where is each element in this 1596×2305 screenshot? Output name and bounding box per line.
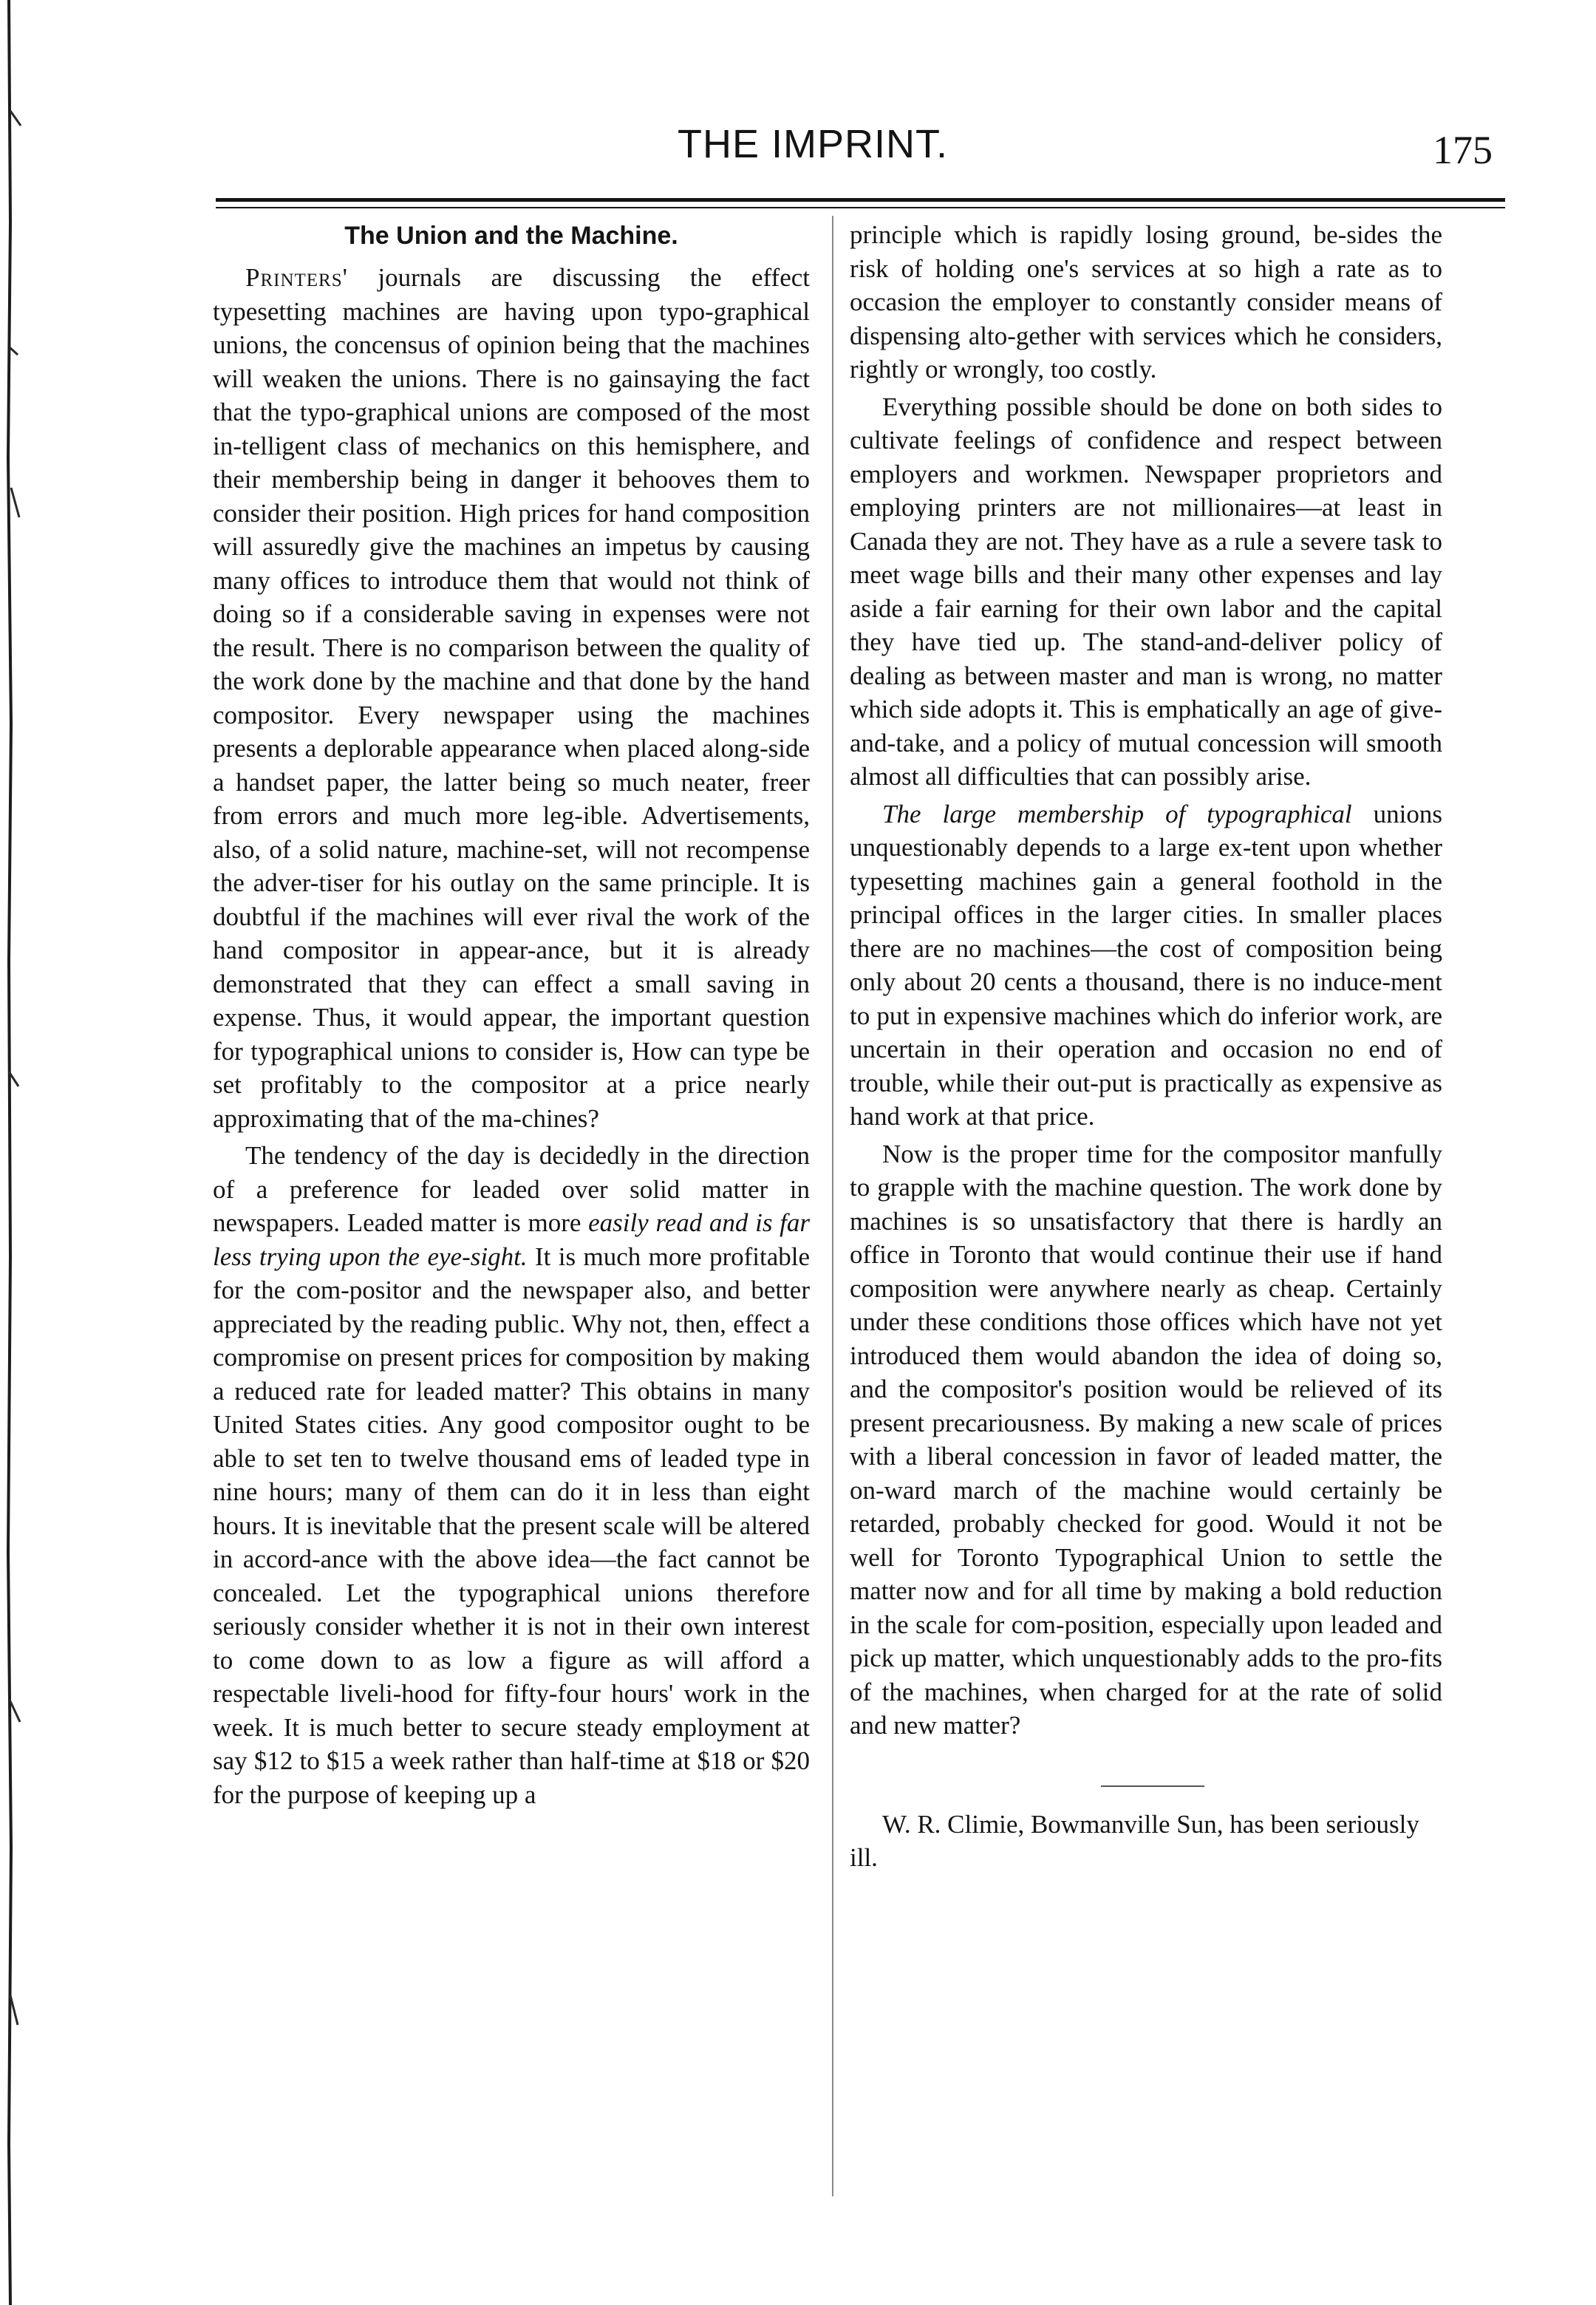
italic-phrase: The large membership of typographical [882, 799, 1352, 828]
paragraph: principle which is rapidly losing ground, be-sides the risk of holding one's services at so high a rate as to occasion the employer to constantly consider means of dispensing alto-gether with services which he considers, rightly or wrongly, too costly. [850, 220, 1442, 384]
paragraph-text: unions unquestionably depends to a large ex-tent upon whether typesetting machines gain a general foothold in the principal offices in the larger cities. In smaller places there are no machines—the cost of composition being only about 20 cents a thousand, there is no induce-ment to put in expensive machines which do inferior work, are uncertain in their operation and occasion no end of trouble, while their out-put is practically as expensive as hand work at that price. [850, 799, 1442, 1131]
paragraph-lead: Printers' [245, 263, 348, 292]
left-column [213, 218, 810, 1811]
header-rule-thin [216, 207, 1505, 208]
italic-phrase: easily read and is far less trying upon the eye-sight. [213, 1208, 810, 1271]
paragraph [850, 797, 1442, 1134]
right-column [850, 218, 1442, 1875]
header-rule-thick [216, 198, 1505, 202]
paragraph-text: The tendency of the day is decidedly in the direction of a preference for leaded over solid matter in newspapers. Leaded matter is more [213, 1141, 810, 1237]
paragraph [213, 1139, 810, 1811]
page-number: 175 [1433, 128, 1493, 172]
page-binding-edge [0, 0, 25, 2305]
article-title: The Union and the Machine. [344, 222, 678, 250]
personal-note: W. R. Climie, Bowmanville Sun, has been seriously ill. [850, 1809, 1419, 1872]
paragraph-text: It is much more profitable for the com-positor and the newspaper also, and better appreciated by the reading public. Why not, then, effect a compromise on present prices for composition by making a reduced rate for leaded matter? This obtains in many United States cities. Any good compositor ought to be able to set ten to twelve thousand ems of leaded type in nine hours; many of them can do it in less than eight hours. It is inevitable that the present scale will be altered in accord-ance with the above idea—the fact cannot be concealed. Let the typographical unions therefore seriously consider whether it is not in their own interest to come down to as low a figure as will afford a respectable liveli-hood for fifty-four hours' work in the week. It is much better to secure steady employment at say $12 to $15 a week rather than half-time at $18 or $20 for the purpose of keeping up a [213, 1242, 810, 1809]
section-separator [1101, 1785, 1204, 1787]
paragraph [213, 261, 810, 1135]
paragraph: Everything possible should be done on both sides to cultivate feelings of confidence and respect between employers and workmen. Newspaper proprietors and employing printers are not millionaires—at least in Canada they are not. They have as a rule a severe task to meet wage bills and their many other expenses and lay aside a fair earning for their own labor and the capital they have tied up. The stand-and-deliver policy of dealing as between master and man is wrong, no matter which side adopts it. This is emphatically an age of give-and-take, and a policy of mutual concession will smooth almost all difficulties that can possibly arise. [850, 392, 1442, 791]
running-header-title: THE IMPRINT. [677, 122, 948, 166]
column-divider [832, 216, 833, 2196]
paragraph: Now is the proper time for the compositor manfully to grapple with the machine question. The work done by machines is so unsatisfactory that there is hardly an office in Toronto that would continue their use if hand composition were anywhere nearly as cheap. Certainly under these conditions those offices which have not yet introduced them would abandon the idea of doing so, and the compositor's position would be relieved of its present precariousness. By making a new scale of prices with a liberal concession in favor of leaded matter, the on-ward march of the machine would certainly be retarded, probably checked for good. Would it not be well for Toronto Typographical Union to settle the matter now and for all time by making a bold reduction in the scale for com-position, especially upon leaded and pick up matter, which unquestionably adds to the pro-fits of the machines, when charged for at the rate of solid and new matter? [850, 1139, 1442, 1740]
paragraph-text: journals are discussing the effect typesetting machines are having upon typo-graphical unions, the concensus of opinion being that the machines will weaken the unions. There is no gainsaying the fact that the typo-graphical unions are composed of the most in-telligent class of mechanics on this hemisphere, and their membership being in danger it behooves them to consider their position. High prices for hand composition will assuredly give the machines an impetus by causing many offices to introduce them that would not think of doing so if a considerable saving in expenses were not the result. There is no comparison between the quality of the work done by the machine and that done by the hand compositor. Every newspaper using the machines presents a deplorable appearance when placed along-side a handset paper, the latter being so much neater, freer from errors and much more leg-ible. Advertisements, also, of a solid nature, machine-set, will not recompense the adver-tiser for his outlay on the same principle. It is doubtful if the machines will ever rival the work of the hand compositor in appear-ance, but it is already demonstrated that they can effect a small saving in expense. Thus, it would appear, the important question for typographical unions to consider is, How can type be set profitably to the compositor at a price nearly approximating that of the ma-chines? [213, 263, 810, 1133]
